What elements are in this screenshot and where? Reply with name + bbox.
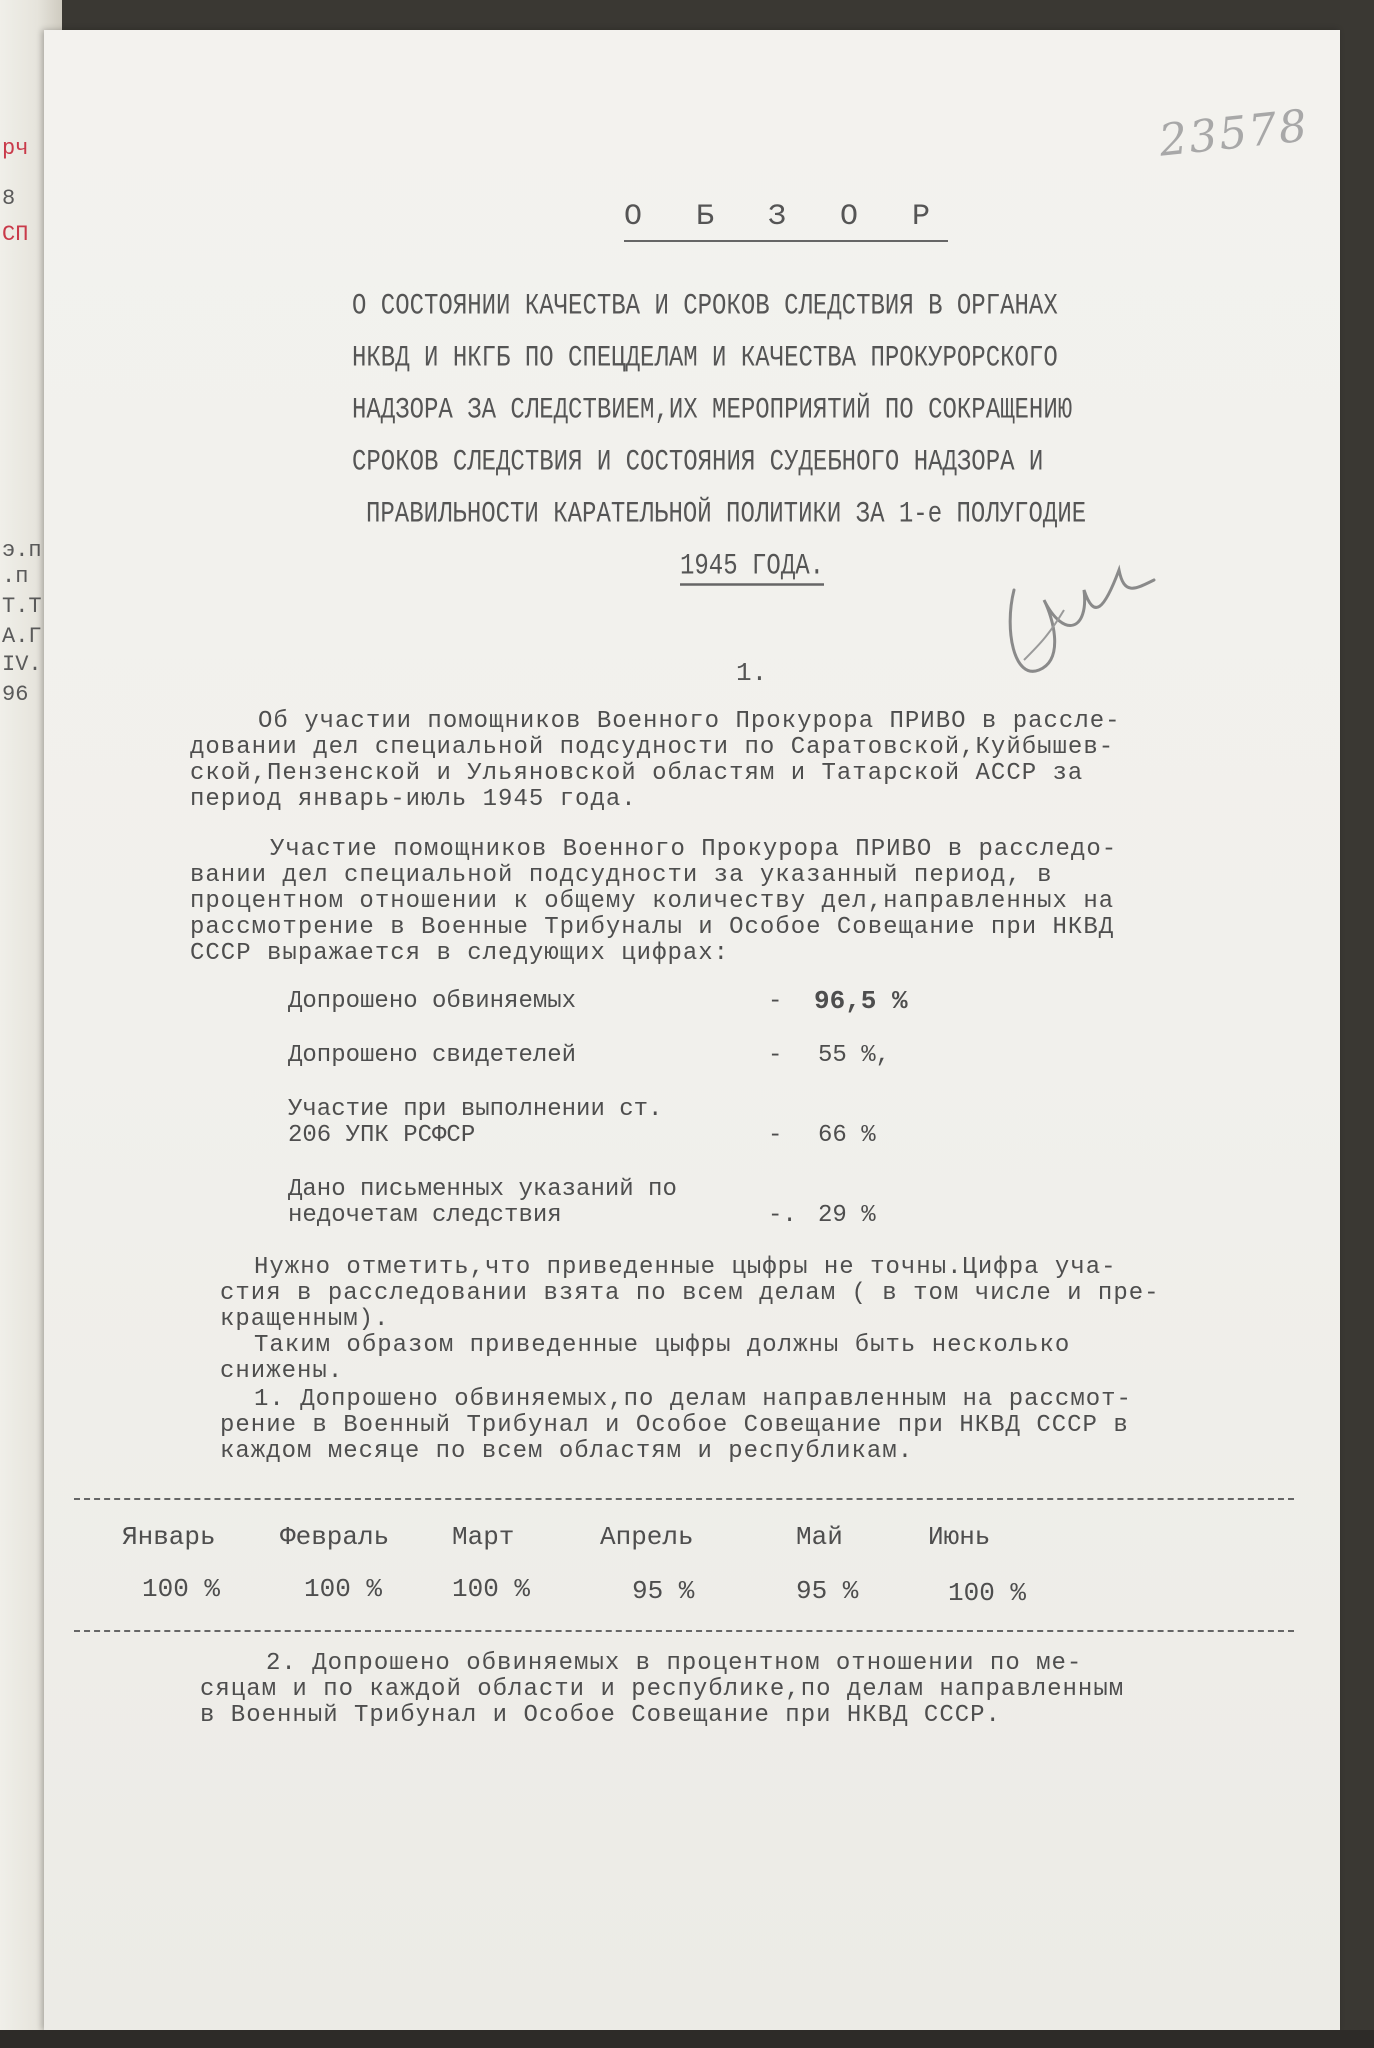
stat-label: Участие при выполнении ст. (288, 1096, 663, 1123)
paragraph-line: 2. Допрошено обвиняемых в процентном отношении по ме- (266, 1650, 1083, 1677)
month-value: 95 % (632, 1576, 695, 1606)
binder-fragment: э.п (2, 538, 42, 563)
paragraph-line: вании дел специальной подсудности за указанный период, в (190, 862, 1053, 889)
paragraph-line: каждом месяце по всем областям и республикам. (220, 1438, 914, 1465)
stat-value: 29 % (818, 1202, 876, 1229)
month-header: Май (796, 1522, 843, 1552)
month-value: 100 % (948, 1578, 1027, 1608)
paragraph-line: Об участии помощников Военного Прокурора ПРИВО в рассле- (258, 708, 1121, 735)
subtitle-line: О СОСТОЯНИИ КАЧЕСТВА И СРОКОВ СЛЕДСТВИЯ В ОРГАНАХ (352, 289, 1058, 324)
paragraph-line: снижены. (220, 1358, 344, 1385)
month-value: 100 % (304, 1574, 383, 1604)
binder-fragment: IV. (2, 652, 42, 677)
binder-fragment: .п (2, 564, 29, 589)
bottom-edge (0, 2030, 1374, 2048)
month-header: Январь (122, 1522, 216, 1552)
paragraph-line: процентном отношении к общему количеству дел,направленных на (190, 888, 1115, 915)
paragraph-line: Участие помощников Военного Прокурора ПРИВО в расследо- (270, 836, 1118, 863)
stat-dash: - (768, 1042, 783, 1069)
binder-fragment: 96 (2, 682, 29, 707)
stat-label: Допрошено обвиняемых (288, 988, 577, 1015)
stat-dash: - (768, 1122, 783, 1149)
paragraph-line: СССР выражается в следующих цифрах: (190, 940, 730, 967)
paragraph-line: ской,Пензенской и Ульяновской областям и Татарской АССР за (190, 760, 1084, 787)
paragraph-line: стия в расследовании взята по всем делам ( в том числе и пре- (220, 1280, 1160, 1307)
subtitle-line (680, 549, 825, 584)
table-rule-top (74, 1498, 1294, 1500)
stat-label: Допрошено свидетелей (288, 1042, 577, 1069)
stat-dash: -. (768, 1202, 797, 1229)
stat-dash: - (768, 988, 783, 1015)
month-value: 100 % (452, 1574, 531, 1604)
subtitle-line: ПРАВИЛЬНОСТИ КАРАТЕЛЬНОЙ ПОЛИТИКИ ЗА 1-е ПОЛУГОДИЕ (366, 497, 1087, 532)
paragraph-line: период январь-июль 1945 года. (190, 786, 637, 813)
month-value: 95 % (796, 1576, 859, 1606)
subtitle-line: СРОКОВ СЛЕДСТВИЯ И СОСТОЯНИЯ СУДЕБНОГО НАДЗОРА И (352, 445, 1044, 480)
month-header: Март (452, 1522, 515, 1552)
subtitle-year: 1945 ГОДА. (680, 550, 824, 586)
paragraph-line: довании дел специальной подсудности по Саратовской,Куйбышев- (190, 734, 1115, 761)
paragraph-line: 1. Допрошено обвиняемых,по делам направленным на рассмот- (254, 1386, 1132, 1413)
paragraph-line: сяцам и по каждой области и республике,по делам направленным (200, 1676, 1125, 1703)
stat-label: недочетам следствия (288, 1202, 562, 1229)
paragraph-line: рение в Военный Трибунал и Особое Совещание при НКВД СССР в (220, 1412, 1129, 1439)
signature-mark (994, 550, 1164, 700)
month-header: Июнь (928, 1522, 991, 1552)
table-rule-bottom (74, 1630, 1294, 1632)
paragraph-line: в Военный Трибунал и Особое Совещание при НКВД СССР. (200, 1702, 1001, 1729)
paragraph-line: Нужно отметить,что приведенные цыфры не точны.Цифра уча- (254, 1254, 1117, 1281)
month-value: 100 % (142, 1574, 221, 1604)
stat-value: 66 % (818, 1122, 876, 1149)
month-header: Апрель (600, 1522, 694, 1552)
document-title: О Б З О Р (624, 200, 948, 242)
binder-fragment: А.Г (2, 624, 42, 649)
stat-value: 55 %, (818, 1042, 891, 1069)
subtitle-line: НАДЗОРА ЗА СЛЕДСТВИЕМ,ИХ МЕРОПРИЯТИЙ ПО СОКРАЩЕНИЮ (352, 393, 1073, 428)
archive-number: 23578 (1156, 100, 1312, 167)
binder-fragment: СП (2, 222, 29, 247)
paragraph-line: рассмотрение в Военные Трибуналы и Особое Совещание при НКВД (190, 914, 1115, 941)
stat-label: 206 УПК РСФСР (288, 1122, 476, 1149)
binder-fragment: Т.Т (2, 594, 42, 619)
document-page (44, 30, 1340, 2030)
paragraph-line: Таким образом приведенные цыфры должны быть несколько (254, 1332, 1071, 1359)
binder-fragment: рч (2, 136, 29, 161)
month-header: Февраль (280, 1522, 390, 1552)
section-number: 1. (736, 658, 768, 688)
stat-label: Дано письменных указаний по (288, 1176, 677, 1203)
stat-value: 96,5 % (814, 986, 908, 1016)
subtitle-line: НКВД И НКГБ ПО СПЕЦДЕЛАМ И КАЧЕСТВА ПРОКУРОРСКОГО (352, 341, 1058, 376)
binder-fragment: 8 (2, 186, 16, 211)
paragraph-line: кращенным). (220, 1306, 390, 1333)
